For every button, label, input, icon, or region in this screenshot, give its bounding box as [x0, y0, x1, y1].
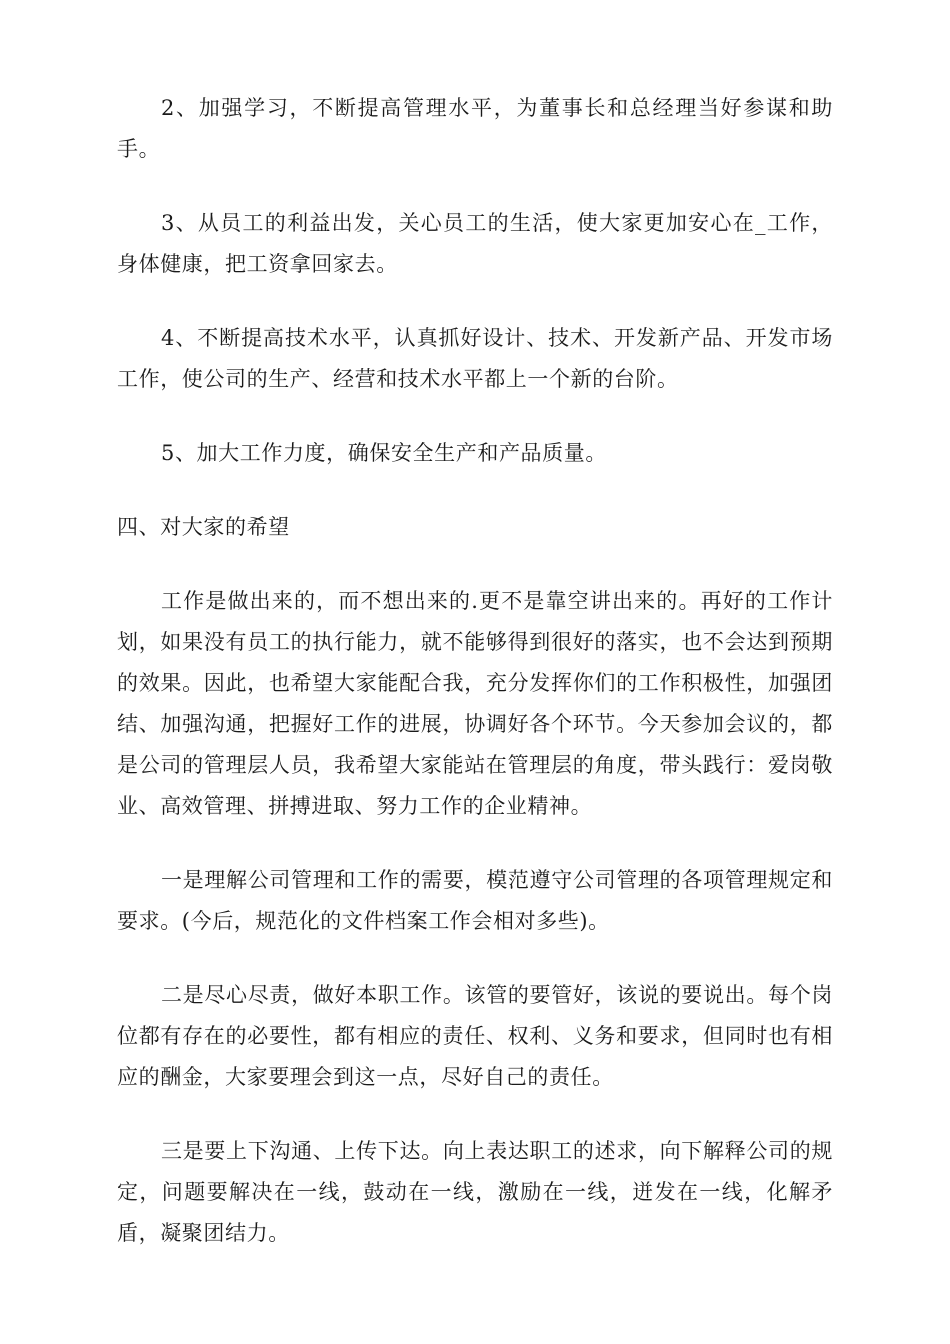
- paragraph-item-4: 4、不断提高技术水平，认真抓好设计、技术、开发新产品、开发市场工作，使公司的生产、经营和技术水平都上一个新的台阶。: [117, 326, 833, 391]
- section-heading: 四、对大家的希望: [117, 515, 290, 539]
- paragraph-point-3: 三是要上下沟通、上传下达。向上表达职工的述求，向下解释公司的规定，问题要解决在一线，鼓动在一线，激励在一线，迸发在一线，化解矛盾，凝聚团结力。: [117, 1139, 833, 1245]
- paragraph-point-2: 二是尽心尽责，做好本职工作。该管的要管好，该说的要说出。每个岗位都有存在的必要性，都有相应的责任、权利、义务和要求，但同时也有相应的酬金，大家要理会到这一点，尽好自己的责任。: [117, 983, 833, 1089]
- paragraph-item-5: 5、加大工作力度，确保安全生产和产品质量。: [161, 441, 607, 465]
- document-page: [117, 88, 833, 1287]
- paragraph-point-1: 一是理解公司管理和工作的需要，模范遵守公司管理的各项管理规定和要求。(今后，规范化的文件档案工作会相对多些)。: [117, 868, 833, 933]
- paragraph-body: 工作是做出来的，而不想出来的.更不是靠空讲出来的。再好的工作计划，如果没有员工的执行能力，就不能够得到很好的落实，也不会达到预期的效果。因此，也希望大家能配合我，充分发挥你们的工作积极性，加强团结、加强沟通，把握好工作的进展，协调好各个环节。今天参加会议的，都是公司的管理层人员，我希望大家能站在管理层的角度，带头践行：爱岗敬业、高效管理、拼搏进取、努力工作的企业精神。: [117, 589, 833, 818]
- paragraph-item-3: 3、从员工的利益出发，关心员工的生活，使大家更加安心在_工作，身体健康，把工资拿回家去。: [117, 211, 833, 276]
- paragraph-item-2: 2、加强学习，不断提高管理水平，为董事长和总经理当好参谋和助手。: [117, 96, 833, 161]
